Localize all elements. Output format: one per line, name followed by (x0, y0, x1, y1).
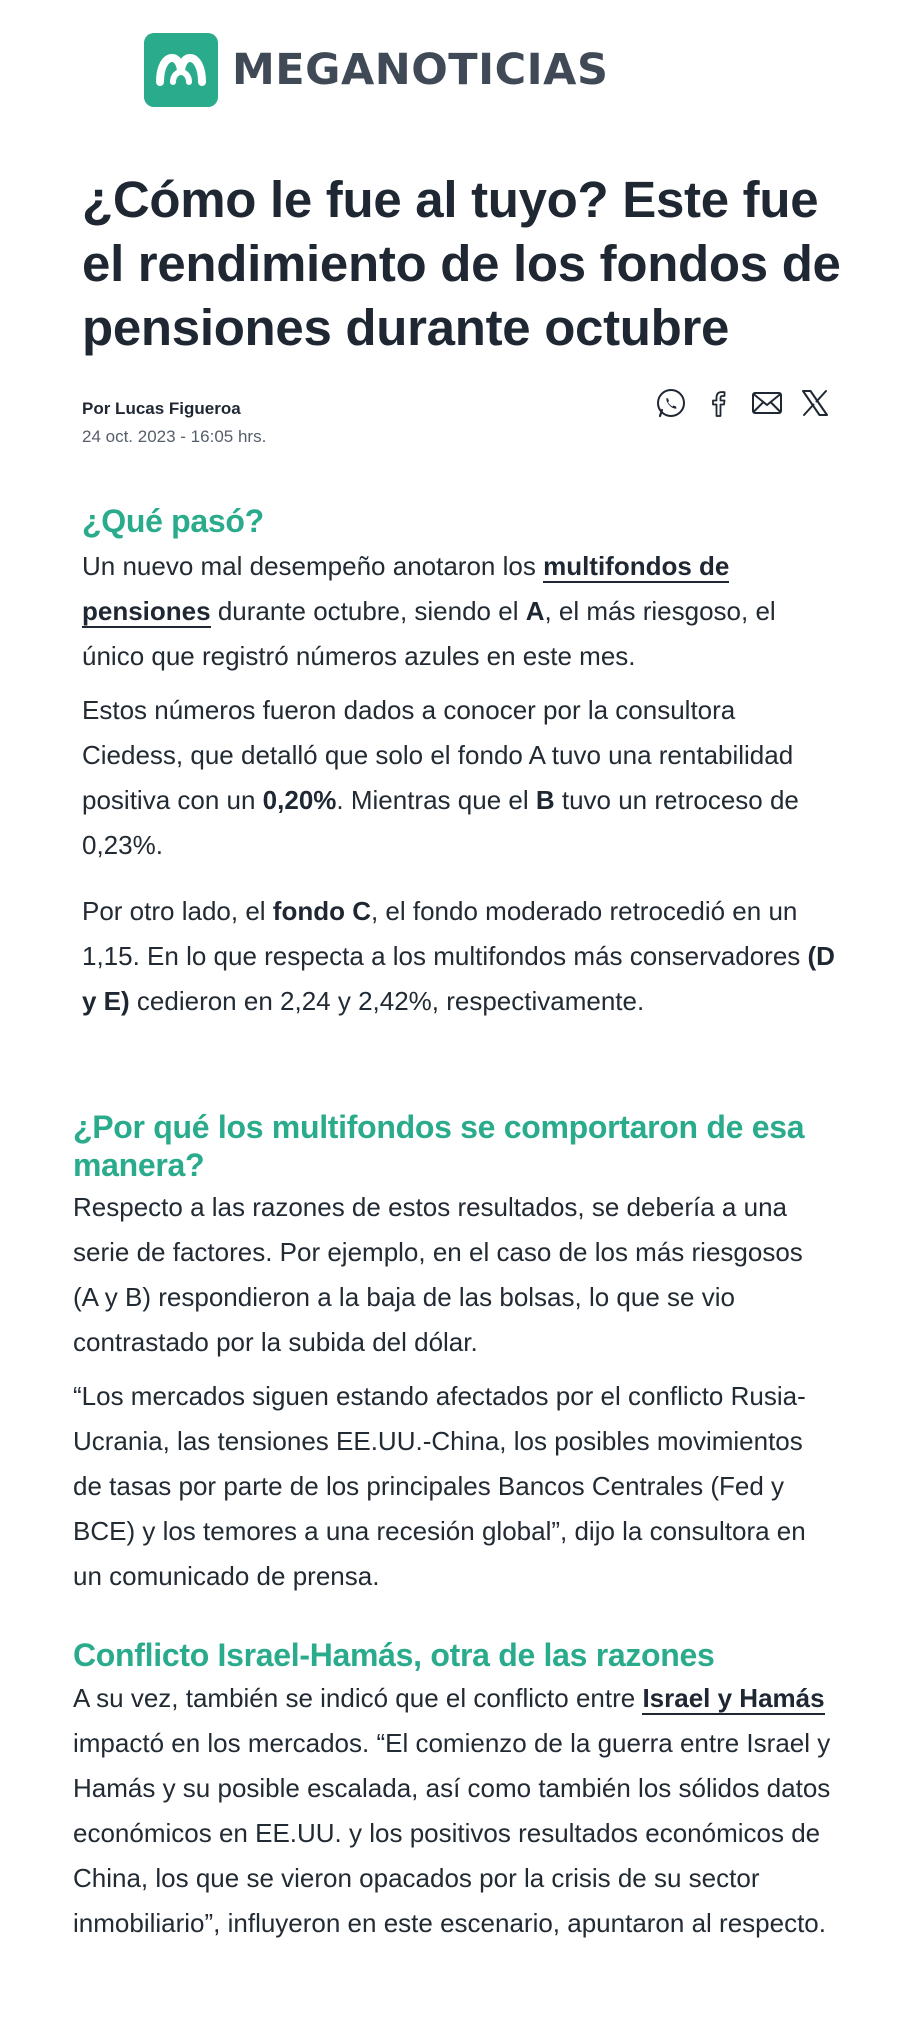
bold-text: B (535, 785, 555, 815)
paragraph-s2-p2: “Los mercados siguen estando afectados por el conflicto Rusia-Ucrania, las tensiones EE.UU.-China, los posibles movimientos de tasas por parte de los principales Bancos Centrales (Fed y BCE) y los temores a una recesión global”, dijo la consultora en un comunicado de prensa. (73, 1381, 806, 1591)
x-icon[interactable] (798, 386, 832, 420)
paragraph-s2-p1: Respecto a las razones de estos resultados, se debería a una serie de factores. Por ejemplo, en el caso de los más riesgosos (A y B) respondieron a la baja de las bolsas, lo que se vio contrastado por la subida del dólar. (73, 1192, 803, 1357)
facebook-icon[interactable] (702, 386, 736, 420)
text-segment: Por otro lado, el (82, 896, 273, 926)
paragraph-s1-p1 (82, 544, 842, 679)
article-author: Por Lucas Figueroa (82, 399, 241, 418)
text-segment: A su vez, también se indicó que el conflicto entre (73, 1683, 643, 1713)
bold-text: (D y E) (82, 941, 835, 1016)
share-bar (654, 386, 832, 420)
link-multifondos-de-pensiones[interactable]: multifondos de pensiones (82, 551, 730, 626)
article-title: ¿Cómo le fue al tuyo? Este fue el rendimiento de los fondos de pensiones durante octubre (82, 171, 841, 356)
section-heading-conflicto: Conflicto Israel-Hamás, otra de las razones (73, 1637, 715, 1673)
text-segment: . Mientras que el (336, 785, 536, 815)
site-logo-text[interactable]: MEGANOTICIAS (232, 45, 609, 95)
bold-text: fondo C (272, 896, 371, 926)
paragraph-s3-p1 (73, 1676, 833, 1946)
section-heading-por-que: ¿Por qué los multifondos se comportaron de esa manera? (73, 1109, 805, 1183)
whatsapp-icon[interactable] (654, 386, 688, 420)
paragraph-s1-p2 (82, 688, 842, 868)
text-segment: impactó en los mercados. “El comienzo de la guerra entre Israel y Hamás y su posible escalada, así como también los sólidos datos económicos en EE.UU. y los positivos resultados económicos de China, los que se vieron opacados por la crisis de su sector inmobiliario”, influyeron en este escenario, apuntaron al respecto. (73, 1728, 831, 1938)
link-israel-y-hamas[interactable]: Israel y Hamás (642, 1683, 825, 1713)
text-segment: Un nuevo mal desempeño anotaron los (82, 551, 544, 581)
text-segment: durante octubre, siendo el (210, 596, 526, 626)
paragraph-s1-p3 (82, 889, 842, 1024)
text-segment: tuvo un retroceso de 0,23%. (82, 785, 799, 860)
meganoticias-logo-icon[interactable] (144, 33, 218, 107)
text-segment: Estos números fueron dados a conocer por la consultora Ciedess, que detalló que solo el fondo A tuvo una rentabilidad positiva con un (82, 695, 794, 815)
bold-text: 0,20% (262, 785, 337, 815)
site-header (144, 32, 608, 108)
text-segment: cedieron en 2,24 y 2,42%, respectivamente. (129, 986, 645, 1016)
section-heading-que-paso: ¿Qué pasó? (82, 503, 264, 539)
bold-text: A (525, 596, 545, 626)
email-icon[interactable] (750, 386, 784, 420)
article-date: 24 oct. 2023 - 16:05 hrs. (82, 427, 267, 446)
text-segment: , el fondo moderado retrocedió en un 1,15. En lo que respecta a los multifondos más conservadores (82, 896, 808, 971)
text-segment: , el más riesgoso, el único que registró números azules en este mes. (82, 596, 776, 671)
byline (82, 398, 266, 448)
